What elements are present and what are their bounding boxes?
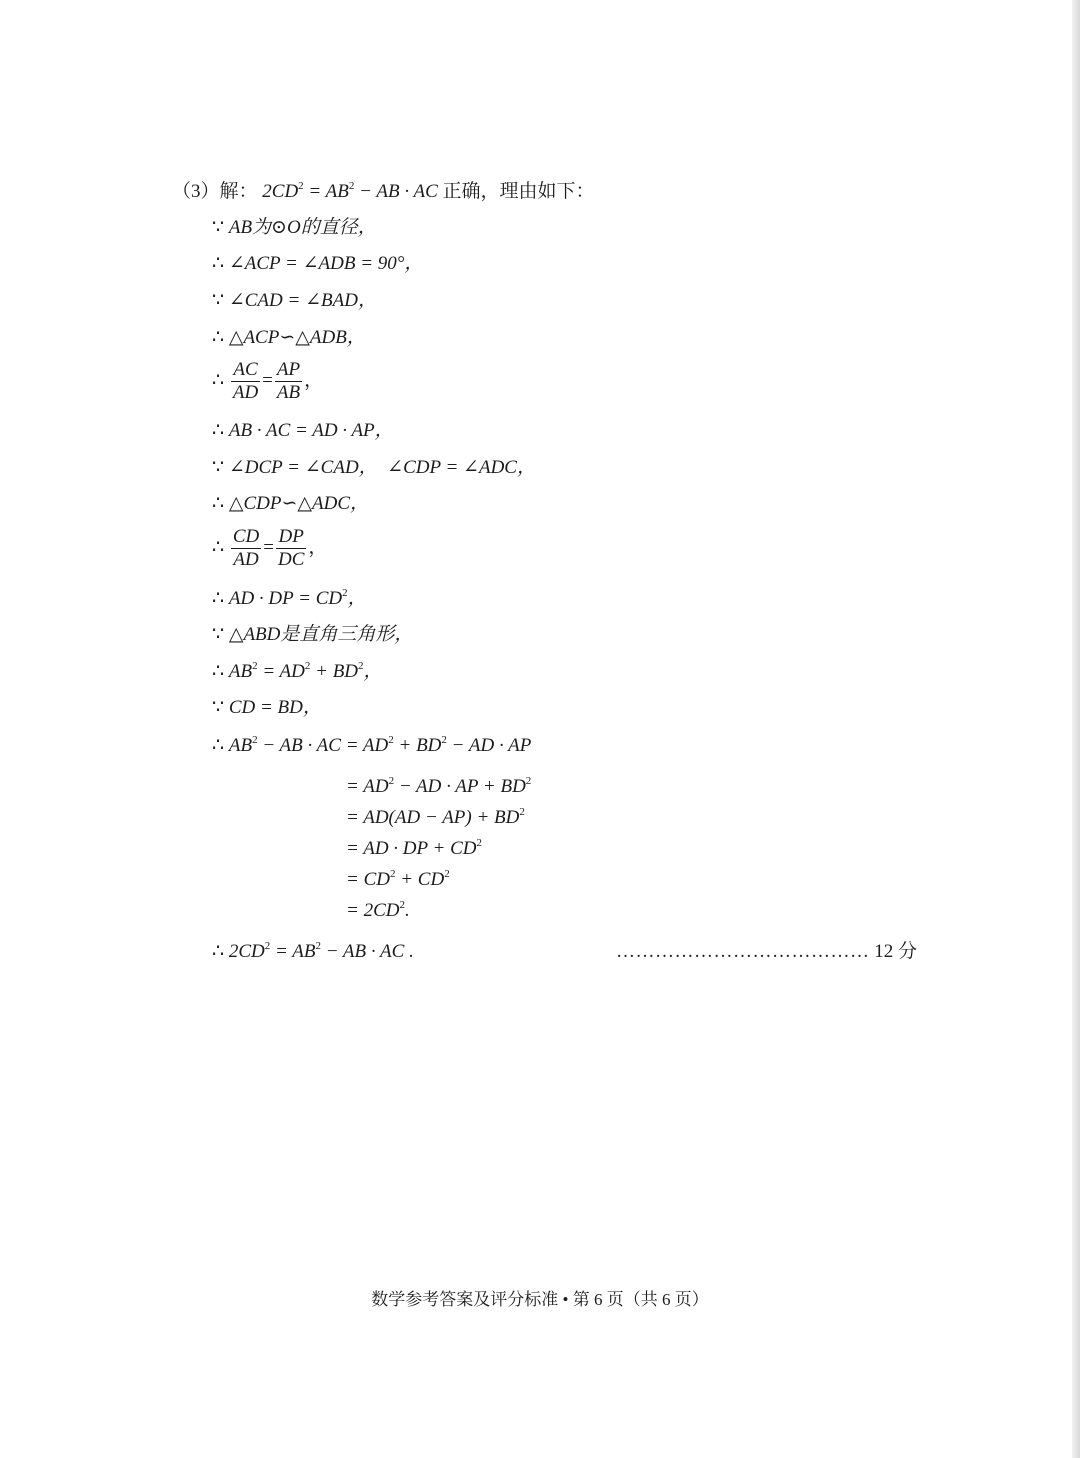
denominator: DC [277,549,305,570]
step-text: CD = BD， [228,697,322,718]
therefore-symbol: ∴ [212,327,225,348]
equation-chain-line: = AD · DP + $CD^2$ [346,837,483,859]
score-label: 12 分 [874,941,918,962]
step-text: △ABD是直角三角形， [228,624,414,645]
equation-chain-line: = $CD^2 + CD^2$ [346,868,450,890]
because-symbol: ∵ [212,697,225,718]
step-text: ∠DCP = ∠CAD， ∠CDP = ∠ADC， [228,457,536,478]
denominator: AB [276,382,301,403]
proof-step [212,252,423,276]
step-text: △ACP∽△ADB， [228,327,366,348]
step-text: ∠CAD = ∠BAD， [228,290,377,311]
step-end: ， [304,369,324,391]
proof-step [212,456,536,480]
because-symbol: ∵ [212,217,225,238]
step-text: $AB^2 = AD^2 + BD^2$， [228,660,383,682]
because-symbol: ∵ [212,290,225,311]
numerator: CD [232,526,260,547]
part-label: （3）解： [172,181,258,202]
therefore-symbol: ∴ [212,420,225,441]
claim-statement: $2CD^2 = AB^2$ − AB · AC [262,180,438,202]
conclusion-line [212,940,414,964]
proof-step-fraction: ∴ $\frac{AC}{AD}$ = $\frac{AP}{AB}$ ， [212,359,324,403]
proof-step [212,289,377,313]
denominator: AD [233,549,259,570]
proof-step [212,492,369,516]
page-footer: 数学参考答案及评分标准 • 第 6 页（共 6 页） [371,1290,709,1309]
therefore-symbol: ∴ [212,735,225,756]
because-symbol: ∵ [212,624,225,645]
fraction [275,359,302,404]
proof-step [212,734,531,758]
because-symbol: ∵ [212,457,225,478]
therefore-symbol: ∴ [212,941,225,962]
step-text: AB · AC = AD · AP， [228,420,394,441]
proof-step [212,216,377,240]
numerator: DP [276,526,306,549]
step-text: △CDP∽△ADC， [228,493,369,514]
step-text: ∠ACP = ∠ADB = 90°， [228,253,424,274]
therefore-symbol: ∴ [212,493,225,514]
fraction [276,526,306,571]
proof-step-fraction: ∴ $\frac{CD}{AD}$ = $\frac{DP}{DC}$ ， [212,526,328,570]
therefore-symbol: ∴ [212,536,225,558]
step-text: AB为⊙O的直径， [228,217,377,238]
equation-chain-line: = $2CD^2$. [346,899,410,921]
step-end: ， [308,536,328,558]
proof-step [212,660,383,684]
dot-leader: ………………………………… [616,941,870,962]
proof-step [212,623,413,647]
therefore-symbol: ∴ [212,253,225,274]
numerator: AP [276,359,301,380]
step-text: $AB^2$ − AB · AC = $AD^2 + BD^2$ − AD · AP [228,734,532,756]
therefore-symbol: ∴ [212,588,225,609]
part-3-heading [172,180,595,204]
proof-step [212,587,367,611]
proof-step [212,696,322,720]
numerator: AC [231,359,260,382]
score-leader [616,940,917,964]
denominator: AD [232,382,259,403]
claim-tail: 正确，理由如下： [442,181,595,202]
equation-chain-line: = $AD(AD - AP) + BD^2$ [346,806,525,828]
page-edge [1072,0,1080,1458]
conclusion-text: $2CD^2 = AB^2$ − AB · AC . [228,940,414,962]
therefore-symbol: ∴ [212,661,225,682]
step-text: AD · DP = $CD^2$， [228,587,367,609]
fraction [231,526,261,571]
proof-step [212,326,366,350]
therefore-symbol: ∴ [212,369,225,391]
equation-chain-line: = $AD^2$ − AD · AP + $BD^2$ [346,775,532,797]
proof-step [212,419,394,443]
fraction [231,359,260,404]
